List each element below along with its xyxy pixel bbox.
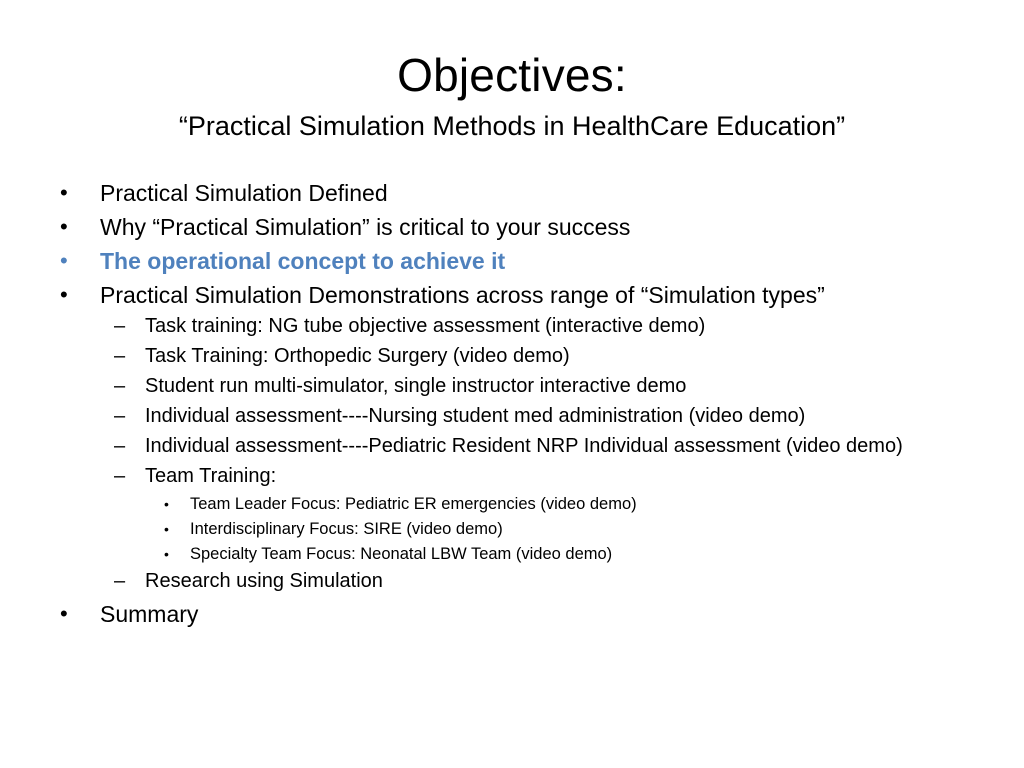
bullet-text: Individual assessment----Pediatric Resident NRP Individual assessment (video demo) xyxy=(145,435,903,457)
bullet-text: Student run multi-simulator, single instructor interactive demo xyxy=(145,375,687,397)
dash-marker: – xyxy=(114,435,126,457)
bullet-marker: • xyxy=(60,180,68,205)
dash-marker: – xyxy=(114,465,126,487)
bullet-marker: • xyxy=(164,496,169,512)
slide-subtitle: “Practical Simulation Methods in HealthCare Education” xyxy=(178,111,846,141)
bullet-text: Task training: NG tube objective assessment (interactive demo) xyxy=(145,315,706,337)
bullet-item-level3 xyxy=(56,544,976,564)
bullet-text: Why “Practical Simulation” is critical to your success xyxy=(100,214,631,240)
bullet-text: Summary xyxy=(100,601,199,627)
bullet-item-level2 xyxy=(56,434,976,458)
bullet-item-level1 xyxy=(56,246,976,276)
bullet-text: Individual assessment----Nursing student med administration (video demo) xyxy=(145,405,806,427)
bullet-marker: • xyxy=(60,214,68,239)
bullet-marker: • xyxy=(60,601,68,626)
bullet-text: Team Leader Focus: Pediatric ER emergencies (video demo) xyxy=(190,495,637,513)
bullet-item-level2 xyxy=(56,404,976,428)
dash-marker: – xyxy=(114,315,126,337)
bullet-item-level1 xyxy=(56,599,976,629)
bullet-item-level2 xyxy=(56,344,976,368)
bullet-marker: • xyxy=(164,546,169,562)
bullet-item-level1 xyxy=(56,178,976,208)
bullet-item-level1 xyxy=(56,212,976,242)
dash-marker: – xyxy=(114,570,126,592)
bullet-item-level3 xyxy=(56,519,976,539)
dash-marker: – xyxy=(114,345,126,367)
bullet-text: Practical Simulation Demonstrations across range of “Simulation types” xyxy=(100,282,825,308)
bullet-text: The operational concept to achieve it xyxy=(100,248,506,274)
bullet-text: Interdisciplinary Focus: SIRE (video demo) xyxy=(190,520,503,538)
bullet-marker: • xyxy=(60,248,68,273)
bullet-item-level2 xyxy=(56,374,976,398)
bullet-text: Team Training: xyxy=(145,465,277,487)
bullet-text: Specialty Team Focus: Neonatal LBW Team (video demo) xyxy=(190,545,613,563)
slide-title: Objectives: xyxy=(397,49,627,101)
bullet-item-level2 xyxy=(56,569,976,593)
bullet-list xyxy=(56,178,976,633)
bullet-marker: • xyxy=(60,282,68,307)
bullet-item-level2 xyxy=(56,464,976,488)
dash-marker: – xyxy=(114,375,126,397)
dash-marker: – xyxy=(114,405,126,427)
bullet-item-level3 xyxy=(56,494,976,514)
bullet-item-level2 xyxy=(56,314,976,338)
bullet-text: Task Training: Orthopedic Surgery (video demo) xyxy=(145,345,570,367)
bullet-item-level1 xyxy=(56,280,976,310)
bullet-text: Research using Simulation xyxy=(145,570,383,592)
title-block xyxy=(0,46,1024,144)
bullet-text: Practical Simulation Defined xyxy=(100,180,388,206)
bullet-marker: • xyxy=(164,521,169,537)
